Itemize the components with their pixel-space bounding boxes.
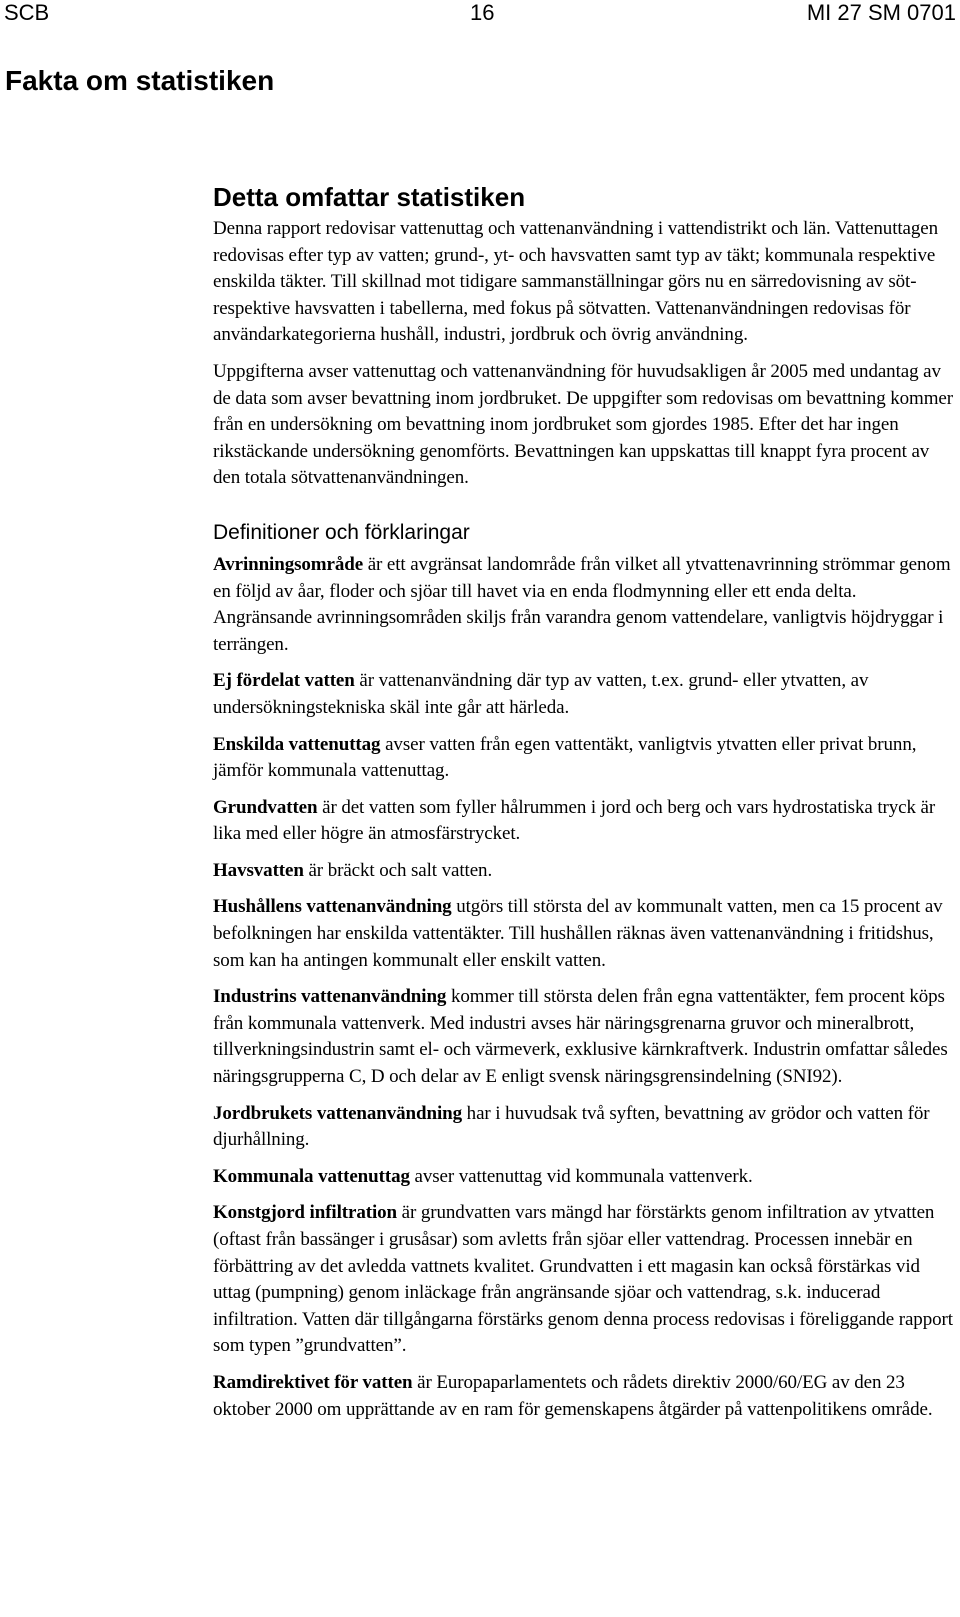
scope-paragraph-2: Uppgifterna avser vattenuttag och vattenanvändning för huvudsakligen år 2005 med undantag av de data som avser bevattning inom jordbruket. De uppgifter som redovisas om bevattning kommer från en undersökning om bevattning inom jordbruket som gjordes 1985. Efter det har ingen rikstäckande undersökning genomförts. Bevattningen kan uppskattas till knappt fyra procent av den totala sötvattenanvändningen. [213,360,953,489]
definition-term: Grundvatten [213,796,318,818]
definition-term: Avrinningsområde [213,553,364,575]
definition-ramdirektivet-for-vatten [213,1370,958,1423]
page-title: Fakta om statistiken [5,65,275,96]
definition-text: utgörs till största del av kommunalt vatten, men ca 15 procent av befolkningen har enskilda vattentäkter. Till hushållen räknas även vattenanvändning i fritidshus, som kan ha antingen kommunalt eller enskilt vatten. [213,896,943,971]
main-content [213,180,958,1423]
definition-term: Kommunala vattenuttag [213,1165,410,1187]
section-heading-scope: Detta omfattar statistiken [213,182,526,212]
definition-text: är grundvatten vars mängd har förstärkts genom infiltration av ytvatten (oftast från bassänger i grusåsar) som avletts från sjöar eller vattendrag. Processen innebär en förbättring av det avledda vattnets kvalitet. Grundvatten i ett magasin kan också förstärkas vid uttag (pumpning) genom inläckage från angränsande sjöar och vattendrag, s.k. inducerad infiltration. Vatten där tillgångarna förstärks genom denna process redovisas i föreliggande rapport som typen ”grundvatten”. [213,1202,953,1357]
definition-ej-fordelat-vatten [213,668,958,721]
definition-grundvatten [213,795,958,848]
definition-text: är ett avgränsat landområde från vilket all ytvattenavrinning strömmar genom en följd av åar, floder och sjöar till havet via en enda flodmynning eller ett enda delta. Angränsande avrinningsområden skiljs från varandra genom vattendelare, vanligtvis höjdryggar i terrängen. [213,553,951,655]
definition-kommunala-vattenuttag [213,1164,958,1191]
definition-term: Konstgjord infiltration [213,1202,398,1224]
definition-text: kommer till största delen från egna vattentäkter, fem procent köps från kommunala vattenverk. Med industri avses här näringsgrenarna gruvor och mineralbrott, tillverkningsindustrin samt el- och värmeverk, exklusive kärnkraftverk. Industrin omfattar således näringsgrupperna C, D och delar av E enligt svensk näringsgrensindelning (SNI92). [213,986,948,1088]
page-number: 16 [470,0,495,25]
section-heading-definitions: Definitioner och förklaringar [213,520,470,544]
header-org: SCB [4,0,50,25]
definition-term: Ej fördelat vatten [213,670,355,692]
definition-term: Ramdirektivet för vatten [213,1371,413,1393]
definition-text: avser vatten från egen vattentäkt, vanligtvis ytvatten eller privat brunn, jämför kommunala vattenuttag. [213,733,917,782]
definition-term: Enskilda vattenuttag [213,733,381,755]
definition-text: är Europaparlamentets och rådets direktiv 2000/60/EG av den 23 oktober 2000 om upprättande av en ram för gemenskapens åtgärder på vattenpolitikens område. [213,1371,933,1420]
definition-havsvatten [213,858,958,885]
definition-text: avser vattenuttag vid kommunala vattenverk. [409,1165,753,1187]
definition-term: Hushållens vattenanvändning [213,896,452,918]
page-header [0,0,960,30]
definition-term: Jordbrukets vattenanvändning [213,1102,463,1124]
definition-industrins-vattenanvandning [213,984,958,1090]
scope-paragraph-1: Denna rapport redovisar vattenuttag och vattenanvändning i vattendistrikt och län. Vattenuttagen redovisas efter typ av vatten; grund-, yt- och havsvatten samt typ av täkt; kommunala respektive enskilda täkter. Till skillnad mot tidigare sammanställningar görs nu en särredovisning av söt- respektive havsvatten i tabellerna, med fokus på sötvatten. Vattenanvändningen redovisas för användarkategorierna hushåll, industri, jordbruk och övrig användning. [213,218,939,346]
definition-text: är bräckt och salt vatten. [303,859,493,881]
definition-text: är det vatten som fyller hålrummen i jord och berg och vars hydrostatiska tryck är lika med eller högre än atmosfärstrycket. [213,796,936,845]
report-code: MI 27 SM 0701 [806,0,956,25]
definition-jordbrukets-vattenanvandning [213,1101,958,1154]
definition-text: är vattenanvändning där typ av vatten, t.ex. grund- eller ytvatten, av undersökningstekniska skäl inte går att härleda. [213,670,869,718]
definition-hushallens-vattenanvandning [213,894,958,974]
definition-enskilda-vattenuttag [213,732,958,785]
definition-term: Industrins vattenanvändning [213,986,447,1008]
definition-text: har i huvudsak två syften, bevattning av grödor och vatten för djurhållning. [213,1102,930,1151]
definition-konstgjord-infiltration [213,1200,958,1360]
definition-avrinningsomrade [213,552,958,658]
definition-term: Havsvatten [213,859,304,881]
